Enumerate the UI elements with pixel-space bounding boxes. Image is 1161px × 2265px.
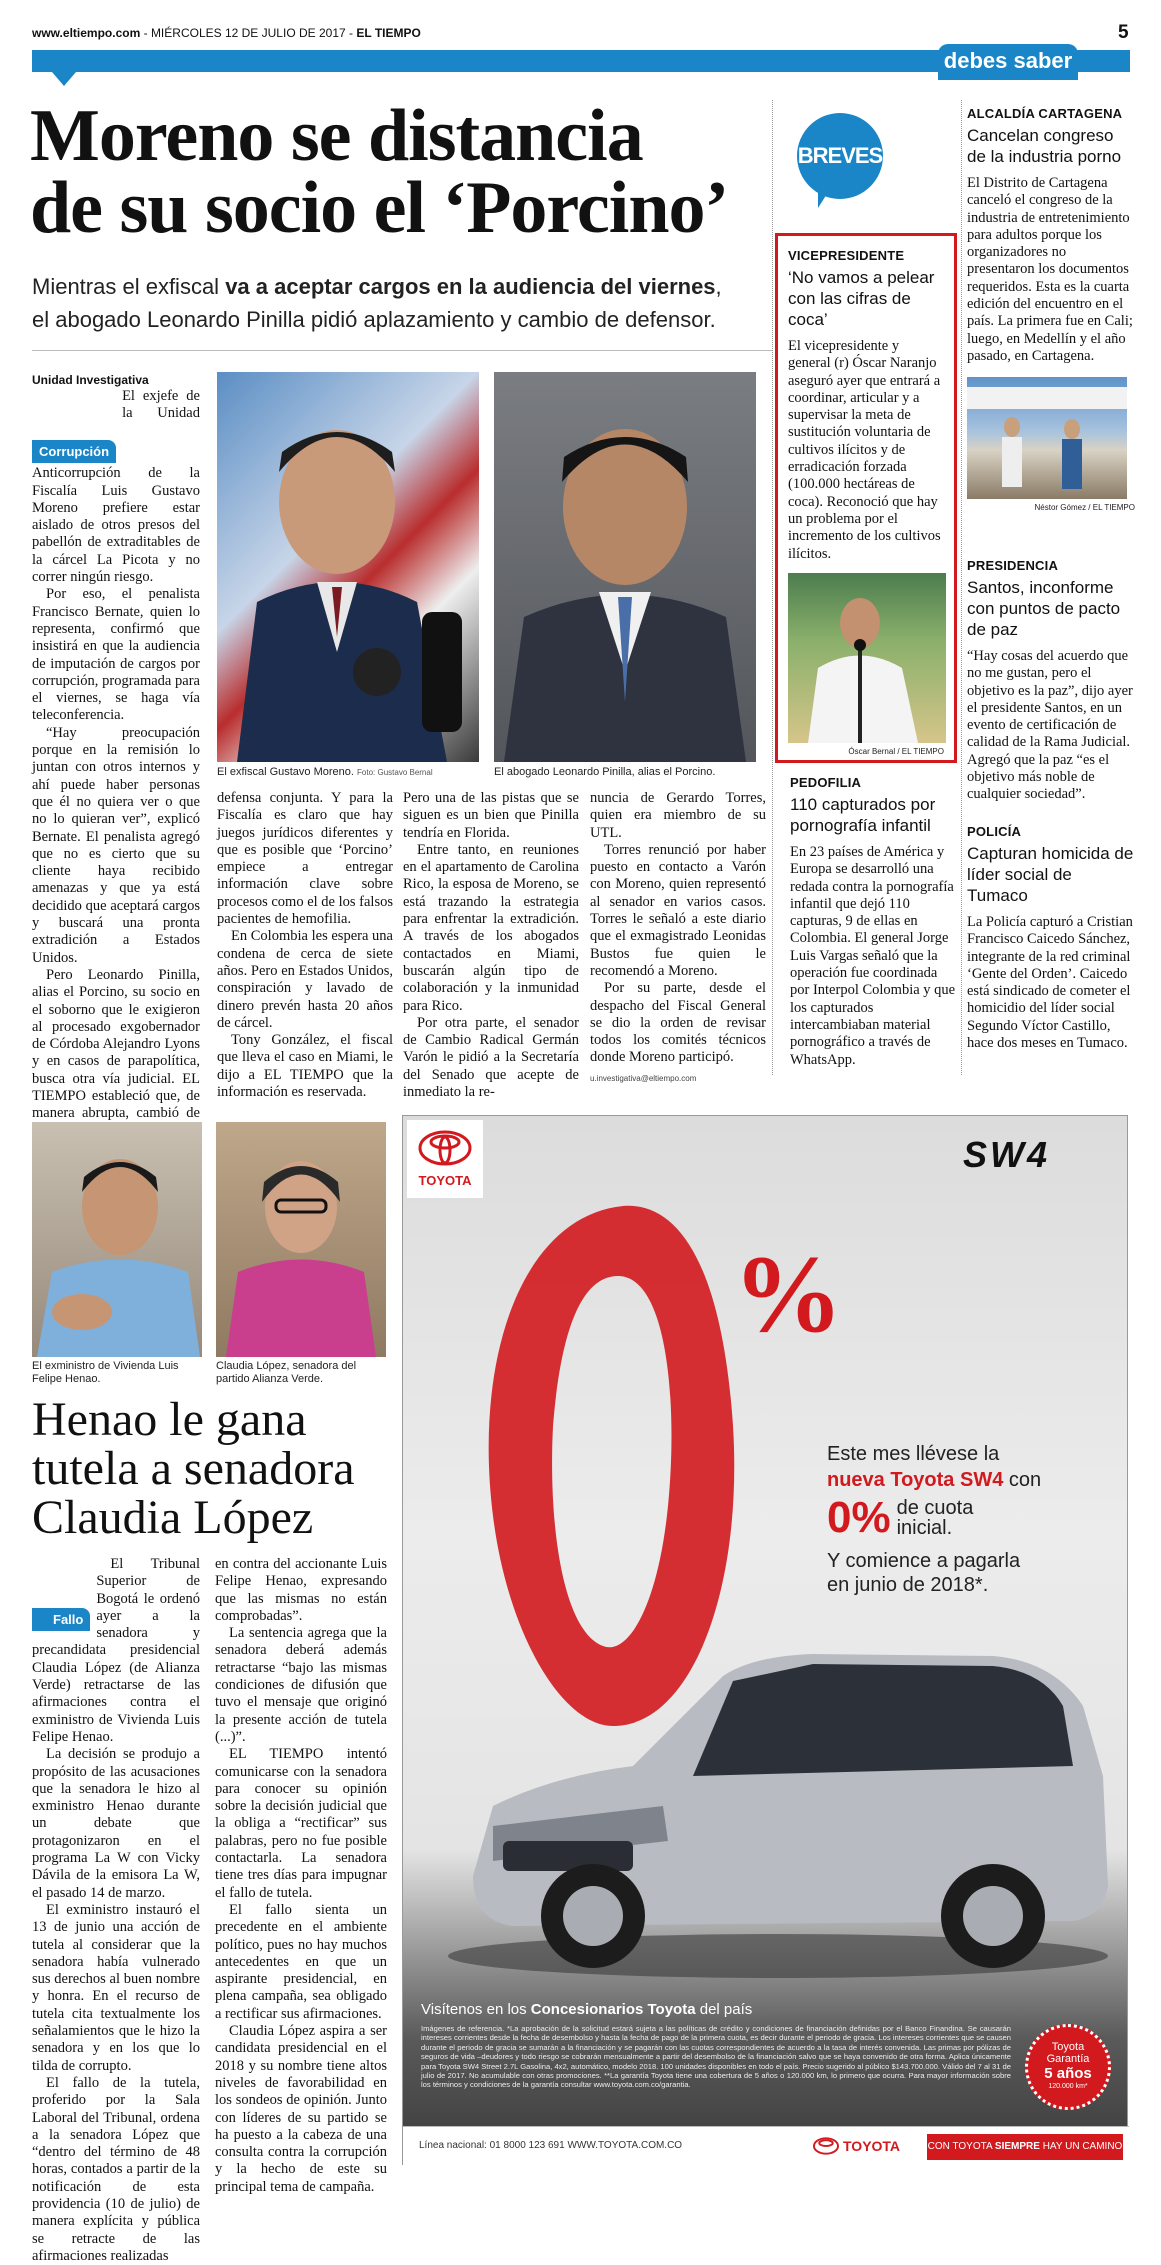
site-url[interactable]: www.eltiempo.com — [32, 26, 141, 40]
breves-badge-label: BREVES — [797, 143, 883, 168]
page-number: 5 — [1118, 22, 1129, 43]
photo-lopez — [216, 1122, 386, 1357]
photo-moreno — [217, 372, 479, 762]
ad-slogan: CON TOYOTA SIEMPRE HAY UN CAMINO — [927, 2134, 1123, 2160]
right-divider — [961, 100, 962, 1075]
toyota-ad[interactable] — [402, 1115, 1128, 2165]
brief-cartagena — [967, 106, 1135, 514]
lopez-figure — [216, 1122, 386, 1357]
ad-legal: Imágenes de referencia. *La aprobación de la solicitud estará sujeta a las políticas de crédito y condiciones de financiación definidas por el Banco Finandina. Se causarán intereses corrientes desde la fecha de desembolso y hasta la fecha de pago de la primera cuota, es decir durante el periodo de gracia. Los intereses corrientes que se causen durante el periodo de gracia se sumarán a la financiación y se pagarán con las cuotas correspondientes de acuerdo a la tasa de interés convenida. Las primas por pólizas de seguros de vida –deudores y todo riesgo se cobrarán mensualmente a partir del desembolso de la financiación salvo que se haya convenido de otra forma. Aplica únicamente para Toyota SW4 Street 2.7L Gasolina, 4x2, automático, modelo 2018. 100 unidades disponibles en todo el país. Precio sugerido al público $143.700.000. Válido del 7 al 31 de julio de 2017. No acumulable con otras promociones. **La garantía Toyota tiene una cobertura de 5 años o 120.000 km, lo primero que ocurra. Para mayor información sobre los términos y condiciones de la garantía consultar www.toyota.com.co/garantia. — [421, 2024, 1011, 2090]
main-col-3: Pero una de las pistas que se siguen es un bien que Pinilla tendría en Florida. Entre tanto, en reuniones en el apartamento de Carolina Rico, la esposa de Moreno, se está trazando la estrategia para enfrentar la extradición. A través de los abogados contactados en Miami, buscarán algún tipo de colaboración y la inmunidad para Rico. Por otra parte, el senador de Cambio Radical Germán Varón le pidió a la Secretaría del Senado que acepte de inmediato la re- — [403, 790, 579, 1101]
brief-vice-section: VICEPRESIDENTE — [788, 248, 905, 263]
promo-line1: Este mes llévese la — [827, 1443, 1000, 1465]
brief-vicepresidente — [775, 233, 957, 763]
brief-carta-section: ALCALDÍA CARTAGENA — [967, 106, 1123, 121]
breves-badge — [797, 113, 883, 199]
pinilla-figure — [494, 372, 756, 762]
paper-name: EL TIEMPO — [356, 26, 421, 40]
ad-footer — [403, 2126, 1129, 2166]
second-headline: Henao le gana tutela a senadora Claudia López — [32, 1393, 355, 1544]
promo-zero: 0% — [827, 1493, 891, 1542]
second-col-1: Fallo El Tribunal Superior de Bogotá le ordenó ayer a la senadora y precandidata presidencial Claudia López (de Alianza Verde) retractarse de las afirmaciones contra el exministro de Vivienda Luis Felipe Henao. La decisión se produjo a propósito de las acusaciones que la senadora le hizo al exministro Henao durante un debate que protagonizaron en el programa La W con Vicky Dávila de la emisora La W, el pasado 14 de marzo. El exministro instauró el 13 de junio una acción de tutela al considerar que la senadora había vulnerado sus derechos al buen nombre y honra. En el recurso de tutela cita textualmente los señalamientos que le hizo la senadora y en los que lo tilda de corrupto. El fallo de la tutela, proferido por la Sala Laboral del Tribunal, ordena a la senadora López que “dentro del término de 48 horas, contados a partir de la notificación de esta providencia (10 de julio) de manera explícita y pública se retracte de las afirmaciones realizadas — [32, 1556, 200, 2264]
photo-pinilla — [494, 372, 756, 762]
brief-pedo-title[interactable]: 110 capturados por pornografía infantil — [790, 795, 936, 835]
photo-cartagena — [967, 377, 1127, 499]
naranjo-figure — [788, 573, 946, 743]
photo-moreno-caption: El exfiscal Gustavo Moreno. Foto: Gustavo Bernal — [217, 766, 433, 778]
byline: Unidad Investigativa — [32, 373, 149, 387]
photo-pinilla-caption: El abogado Leonardo Pinilla, alias el Porcino. — [494, 766, 716, 778]
main-headline-line1: Moreno se distancia — [30, 95, 643, 177]
breves-badge-tail — [818, 186, 832, 208]
brief-presidencia — [967, 558, 1135, 804]
ad-promo: Este mes llévese la nueva Toyota SW4 con 0% de cuota inicial. Y comience a pagarla en junio de 2018*. — [827, 1441, 1127, 1597]
brief-pres-section: PRESIDENCIA — [967, 558, 1059, 573]
brief-carta-credit: Néstor Gómez / EL TIEMPO — [1034, 503, 1135, 513]
ad-footer-line[interactable]: Línea nacional: 01 8000 123 691 WWW.TOYOTA.COM.CO — [419, 2140, 683, 2151]
deck-divider — [32, 350, 772, 351]
promo-line4: en junio de 2018*. — [827, 1574, 989, 1596]
toyota-footer-emblem-icon — [813, 2137, 839, 2155]
tag-corrupcion[interactable]: Corrupción — [32, 440, 116, 463]
cartagena-figures — [967, 377, 1127, 499]
suv-illustration — [433, 1626, 1123, 1986]
main-col-4: nuncia de Gerardo Torres, quien era miembro de su UTL. Torres renunció por haber puesto en contacto a Varón con Moreno, quien representó al senador en varios casos. Torres le señaló a este diario que el exmagistrado Leonidas Bustos fue quien le recomendó a Moreno. Por su parte, desde el despacho del Fiscal General se dio la orden de revisar todos los comités técnicos donde Moreno participó. u.investigativa@eltiempo.com — [590, 790, 766, 1070]
brief-carta-title[interactable]: Cancelan congreso de la industria porno — [967, 126, 1122, 166]
brief-pol-body: La Policía capturó a Cristian Francisco Caicedo Sánchez, integrante de la red criminal ‘Gente del Orden’. Caicedo está sindicado de cometer el homicidio del líder social Segundo Víctor Castillo, hace dos meses en Tumaco. — [967, 914, 1133, 1052]
second-col-2: en contra del accionante Luis Felipe Henao, expresando que las mismas no están comprobadas”. La sentencia agrega que la senadora deberá además retractarse “bajo las mismas condiciones de difusión que tuvo el mensaje que originó la presente acción de tutela (...)”. EL TIEMPO intentó comunicarse con la senadora para conocer su opinión sobre la decisión judicial que la obliga a “rectificar” sus palabras, pero no fue posible contactarla. La senadora tiene tres días para impugnar el fallo de tutela. El fallo sienta un precedente en el ambiente político, pues no hay muchos antecedentes en que un aspirante presidencial, en plena campaña, sea obligado a rectificar sus afirmaciones. Claudia López aspira a ser candidata presidencial en el 2018 y su nombre tiene altos niveles de favorabilidad en los sondeos de opinión. Junto con líderes de su partido se ha puesto a la cabeza de una consulta contra la corrupción y la hecho de este su principal tema de campaña. — [215, 1556, 387, 2195]
brief-vice-title[interactable]: ‘No vamos a pelear con las cifras de coca’ — [788, 268, 935, 329]
big-percent: % — [733, 1233, 843, 1355]
brief-pedo-section: PEDOFILIA — [790, 775, 862, 790]
photo-naranjo — [788, 573, 946, 743]
ad-dealers: Visítenos en los Concesionarios Toyota del país — [421, 2001, 753, 2018]
deck-line2: el abogado Leonardo Pinilla pidió aplazamiento y cambio de defensor. — [32, 307, 716, 332]
main-headline — [30, 95, 790, 249]
brief-vice-credit: Óscar Bernal / EL TIEMPO — [848, 746, 944, 756]
moreno-figure — [217, 372, 479, 762]
toyota-logo-text: TOYOTA — [418, 1173, 472, 1188]
warranty-seal: Toyota Garantía 5 años 120.000 km* — [1025, 2024, 1111, 2110]
brief-pol-section: POLICÍA — [967, 824, 1022, 839]
contact-email[interactable]: u.investigativa@eltiempo.com — [590, 1073, 697, 1083]
photo-moreno-credit: Foto: Gustavo Bernal — [357, 768, 433, 777]
toyota-emblem-icon — [418, 1130, 472, 1166]
section-tab[interactable] — [938, 44, 1078, 80]
brief-pres-body: “Hay cosas del acuerdo que no me gustan, pero el objetivo es la paz”, dijo ayer el presidente Santos, en un evento de certificación de calidad de la Rama Judicial. Agregó que la paz “es el objetivo más noble de cualquier sociedad”. — [967, 648, 1133, 803]
promo-model: nueva Toyota SW4 — [827, 1469, 1004, 1491]
section-tab-label: debes saber — [943, 48, 1073, 73]
photo-lopez-caption: Claudia López, senadora del partido Alianza Verde. — [216, 1360, 357, 1385]
header-pointer — [52, 72, 76, 86]
main-deck: Mientras el exfiscal va a aceptar cargos en la audiencia del viernes, el abogado Leonardo Pinilla pidió aplazamiento y cambio de defensor. — [32, 270, 772, 336]
promo-line3: Y comience a pagarla — [827, 1550, 1021, 1572]
brief-pedofilia — [790, 775, 960, 1069]
ad-footer-brand: TOYOTA — [813, 2137, 900, 2155]
brief-pedo-body: En 23 países de América y Europa se desarrolló una redada contra la pornografía infantil que dejó 110 capturas, 9 de ellas en Colombia. El general Jorge Luis Vargas señaló que la operación fue coordinada por Interpol Colombia y que los capturados intercambiaban material pornográfico a través de WhatsApp. — [790, 844, 956, 1068]
deck-bold: va a aceptar cargos en la audiencia del viernes — [225, 274, 716, 299]
breves-divider — [772, 100, 773, 1075]
photo-henao-caption: El exministro de Vivienda Luis Felipe Henao. — [32, 1360, 179, 1385]
page-header: www.eltiempo.com - MIÉRCOLES 12 DE JULIO DE 2017 - EL TIEMPO — [32, 26, 421, 40]
photo-henao — [32, 1122, 202, 1357]
main-headline-line2: de su socio el ‘Porcino’ — [30, 167, 729, 249]
brief-pres-title[interactable]: Santos, inconforme con puntos de pacto de paz — [967, 578, 1121, 639]
brief-policia — [967, 824, 1135, 1052]
ad-model: SW4 — [963, 1134, 1051, 1175]
tag-fallo[interactable]: Fallo — [32, 1608, 90, 1631]
brief-carta-body: El Distrito de Cartagena canceló el congreso de la industria de entretenimiento para adultos porque los organizadores no presentaron los documentos requeridos. Esta es la cuarta edición del encuentro en el país. La primera fue en Cali; luego, en Medellín y el año pasado, en Cartagena. — [967, 175, 1133, 364]
main-col-2: defensa conjunta. Y para la Fiscalía es claro que hay juegos jurídicos diferentes y que es posible que ‘Porcino’ empiece a entregar información clave sobre procesos como el de los falsos pacientes de hemofilia. En Colombia les espera una condena de cerca de siete años. Pero en Estados Unidos, conspiración y lavado de dinero prevén hasta 20 años de cárcel. Tony González, el fiscal que lleva el caso en Miami, le dijo a EL TIEMPO que la información es reservada. — [217, 790, 393, 1101]
brief-pol-title[interactable]: Capturan homicida de líder social de Tumaco — [967, 844, 1134, 905]
henao-figure — [32, 1122, 202, 1357]
issue-date: MIÉRCOLES 12 DE JULIO DE 2017 — [150, 26, 346, 40]
brief-vice-body: El vicepresidente y general (r) Óscar Naranjo aseguró ayer que entrará a coordinar, articular y a supervisar la meta de sustitución voluntaria de cultivos ilícitos y de erradicación forzada (100.000 hectáreas de coca). Reconoció que hay un problema por el incremento de los cultivos ilícitos. — [788, 338, 941, 562]
main-col-1: Unidad Investigativa Corrupción El exjefe de la Unidad Anticorrupción de la Fiscalía Luis Gustavo Moreno prefiere estar aislado de otros presos del pabellón de extraditables de la cárcel La Picota y no correr ningún riesgo. Por eso, el penalista Francisco Bernate, quien lo representa, confirmó que insistirá en que la audiencia de imputación de cargos por corrupción, programada para el viernes, se haga vía teleconferencia. “Hay preocupación porque en la remisión lo juntan con otros internos y ahí puede haber personas que él no quiera ver o que no lo quieran ver”, explicó Bernate. El penalista agregó que no es cierto que su cliente haya recibido amenazas y que ya está decidido que aceptará cargos y buscará una pronta extradición a Estados Unidos. Pero Leonardo Pinilla, alias el Porcino, su socio en el soborno que le exigieron al procesado exgobernador de Córdoba Alejandro Lyons y en casos de parapolítica, busca otra vía judicial. EL TIEMPO estableció que, de manera abrupta, cambió de — [32, 373, 200, 1122]
